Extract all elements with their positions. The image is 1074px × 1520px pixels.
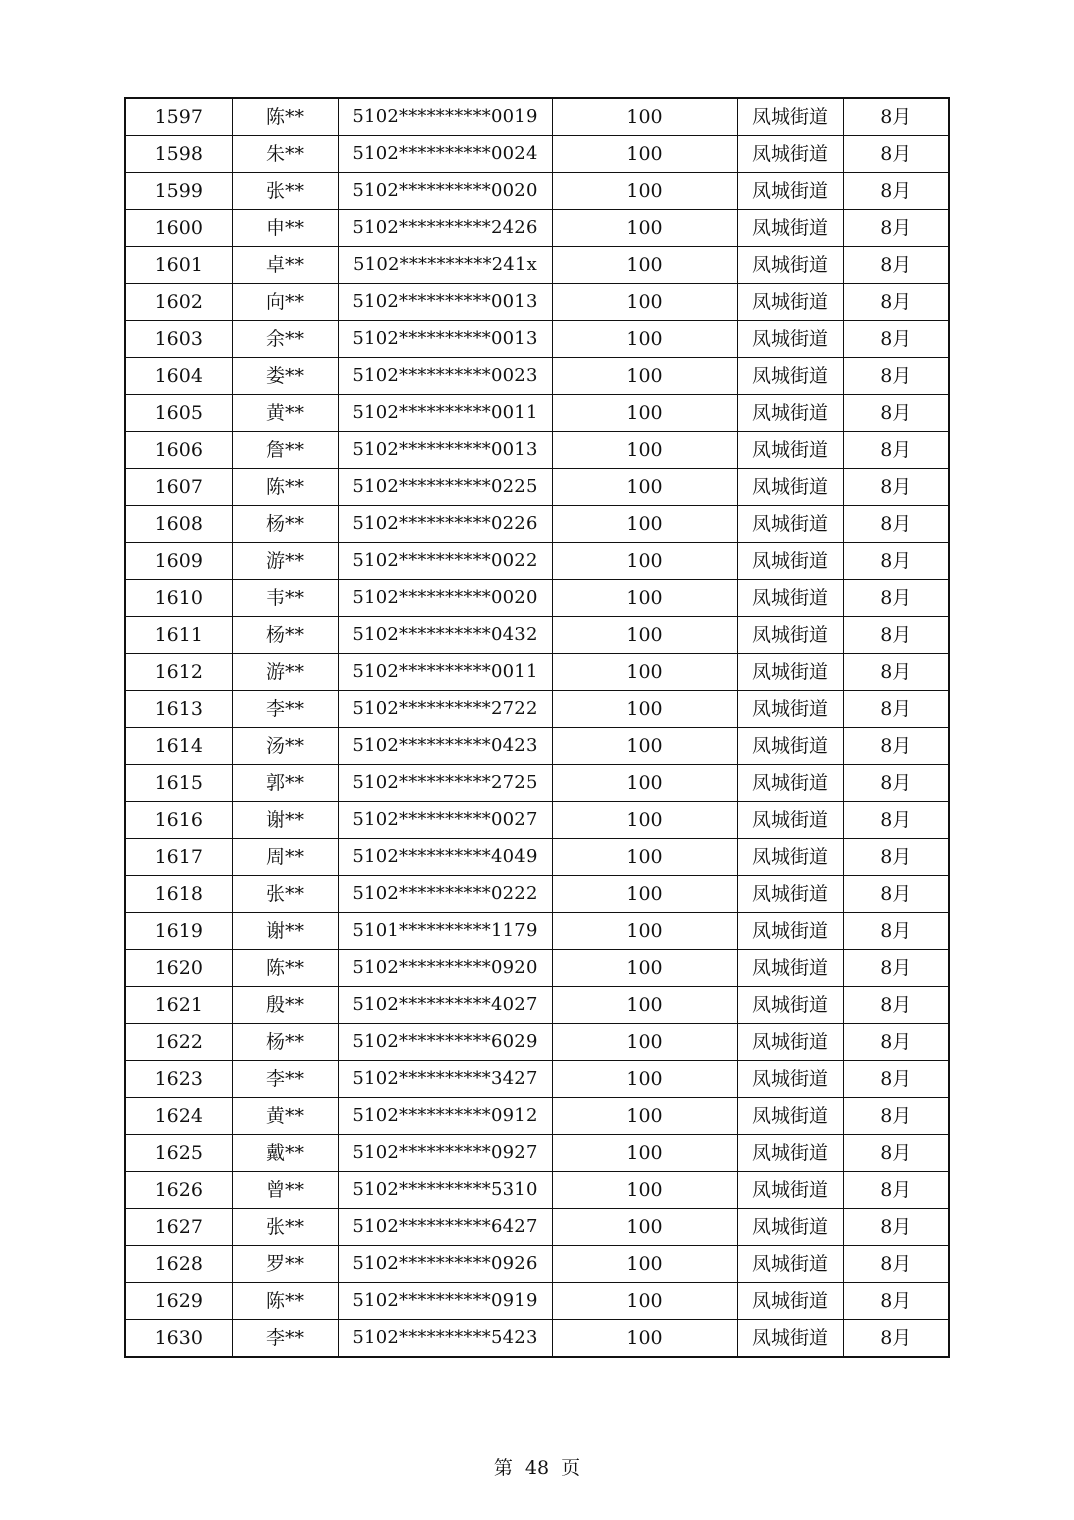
cell-name: 杨** [232,617,338,654]
cell-id-number: 5102**********5310 [338,1172,552,1209]
cell-name: 郭** [232,765,338,802]
cell-street: 凤城街道 [737,802,843,839]
cell-street: 凤城街道 [737,1320,843,1358]
cell-index: 1606 [125,432,232,469]
cell-name: 余** [232,321,338,358]
table-row [125,358,949,395]
table-row [125,173,949,210]
cell-index: 1611 [125,617,232,654]
cell-index: 1617 [125,839,232,876]
cell-street: 凤城街道 [737,284,843,321]
cell-street: 凤城街道 [737,987,843,1024]
footer-page-number: 48 [524,1457,550,1479]
table-row [125,432,949,469]
cell-index: 1614 [125,728,232,765]
table-row [125,765,949,802]
cell-name: 卓** [232,247,338,284]
cell-name: 杨** [232,506,338,543]
cell-name: 陈** [232,98,338,136]
footer-suffix: 页 [561,1457,581,1479]
cell-id-number: 5102**********6427 [338,1209,552,1246]
cell-id-number: 5102**********0020 [338,173,552,210]
cell-amount: 100 [552,1320,737,1358]
cell-street: 凤城街道 [737,691,843,728]
cell-index: 1619 [125,913,232,950]
cell-name: 谢** [232,802,338,839]
cell-name: 曾** [232,1172,338,1209]
cell-month: 8月 [843,950,949,987]
cell-street: 凤城街道 [737,506,843,543]
cell-amount: 100 [552,506,737,543]
cell-street: 凤城街道 [737,432,843,469]
cell-name: 汤** [232,728,338,765]
cell-index: 1628 [125,1246,232,1283]
records-table [124,97,950,1358]
cell-month: 8月 [843,395,949,432]
cell-month: 8月 [843,1024,949,1061]
cell-name: 游** [232,543,338,580]
cell-amount: 100 [552,98,737,136]
cell-index: 1605 [125,395,232,432]
cell-id-number: 5102**********2725 [338,765,552,802]
cell-id-number: 5102**********4049 [338,839,552,876]
cell-street: 凤城街道 [737,1135,843,1172]
cell-street: 凤城街道 [737,913,843,950]
cell-street: 凤城街道 [737,395,843,432]
cell-name: 李** [232,1061,338,1098]
cell-street: 凤城街道 [737,1024,843,1061]
cell-month: 8月 [843,506,949,543]
cell-month: 8月 [843,1320,949,1358]
cell-index: 1603 [125,321,232,358]
cell-id-number: 5102**********0927 [338,1135,552,1172]
cell-street: 凤城街道 [737,580,843,617]
cell-id-number: 5102**********0011 [338,654,552,691]
cell-street: 凤城街道 [737,839,843,876]
cell-name: 罗** [232,1246,338,1283]
table-row [125,1098,949,1135]
cell-month: 8月 [843,136,949,173]
cell-month: 8月 [843,728,949,765]
cell-name: 张** [232,1209,338,1246]
table-row [125,98,949,136]
cell-month: 8月 [843,1098,949,1135]
cell-name: 黄** [232,1098,338,1135]
cell-id-number: 5102**********2722 [338,691,552,728]
cell-month: 8月 [843,839,949,876]
cell-name: 陈** [232,950,338,987]
cell-index: 1601 [125,247,232,284]
cell-amount: 100 [552,321,737,358]
cell-street: 凤城街道 [737,247,843,284]
cell-name: 李** [232,1320,338,1358]
cell-id-number: 5101**********1179 [338,913,552,950]
cell-month: 8月 [843,617,949,654]
table-row [125,543,949,580]
table-row [125,617,949,654]
table-row [125,469,949,506]
cell-amount: 100 [552,358,737,395]
cell-index: 1621 [125,987,232,1024]
cell-index: 1613 [125,691,232,728]
cell-street: 凤城街道 [737,543,843,580]
cell-month: 8月 [843,1246,949,1283]
cell-index: 1627 [125,1209,232,1246]
cell-street: 凤城街道 [737,654,843,691]
cell-month: 8月 [843,98,949,136]
table-row [125,284,949,321]
cell-index: 1609 [125,543,232,580]
cell-amount: 100 [552,1098,737,1135]
cell-month: 8月 [843,1209,949,1246]
cell-amount: 100 [552,839,737,876]
cell-amount: 100 [552,173,737,210]
cell-id-number: 5102**********0919 [338,1283,552,1320]
cell-index: 1608 [125,506,232,543]
cell-month: 8月 [843,802,949,839]
cell-index: 1622 [125,1024,232,1061]
cell-street: 凤城街道 [737,173,843,210]
cell-name: 詹** [232,432,338,469]
cell-id-number: 5102**********0027 [338,802,552,839]
cell-amount: 100 [552,247,737,284]
cell-id-number: 5102**********0222 [338,876,552,913]
cell-street: 凤城街道 [737,765,843,802]
cell-index: 1629 [125,1283,232,1320]
cell-street: 凤城街道 [737,1098,843,1135]
cell-amount: 100 [552,654,737,691]
cell-street: 凤城街道 [737,876,843,913]
table-row [125,691,949,728]
cell-index: 1612 [125,654,232,691]
cell-month: 8月 [843,1172,949,1209]
cell-amount: 100 [552,136,737,173]
cell-name: 周** [232,839,338,876]
table-row [125,1135,949,1172]
cell-index: 1618 [125,876,232,913]
cell-name: 陈** [232,1283,338,1320]
cell-name: 申** [232,210,338,247]
table-row [125,1172,949,1209]
cell-id-number: 5102**********0912 [338,1098,552,1135]
table-row [125,1283,949,1320]
table-row [125,987,949,1024]
cell-street: 凤城街道 [737,1172,843,1209]
cell-amount: 100 [552,432,737,469]
cell-month: 8月 [843,543,949,580]
cell-month: 8月 [843,876,949,913]
cell-month: 8月 [843,987,949,1024]
cell-street: 凤城街道 [737,728,843,765]
cell-street: 凤城街道 [737,136,843,173]
cell-month: 8月 [843,765,949,802]
cell-index: 1624 [125,1098,232,1135]
cell-id-number: 5102**********4027 [338,987,552,1024]
cell-index: 1616 [125,802,232,839]
cell-name: 向** [232,284,338,321]
cell-month: 8月 [843,210,949,247]
cell-amount: 100 [552,1283,737,1320]
cell-index: 1607 [125,469,232,506]
cell-index: 1625 [125,1135,232,1172]
cell-index: 1630 [125,1320,232,1358]
cell-id-number: 5102**********0022 [338,543,552,580]
cell-month: 8月 [843,691,949,728]
cell-amount: 100 [552,950,737,987]
cell-month: 8月 [843,247,949,284]
cell-name: 李** [232,691,338,728]
cell-id-number: 5102**********0013 [338,432,552,469]
cell-name: 黄** [232,395,338,432]
cell-id-number: 5102**********241x [338,247,552,284]
table-row [125,728,949,765]
cell-index: 1602 [125,284,232,321]
cell-name: 杨** [232,1024,338,1061]
cell-name: 张** [232,876,338,913]
table-row [125,136,949,173]
cell-id-number: 5102**********0432 [338,617,552,654]
cell-name: 戴** [232,1135,338,1172]
cell-month: 8月 [843,1061,949,1098]
cell-index: 1623 [125,1061,232,1098]
cell-month: 8月 [843,1283,949,1320]
cell-index: 1610 [125,580,232,617]
cell-name: 殷** [232,987,338,1024]
table-row [125,1061,949,1098]
cell-id-number: 5102**********0013 [338,321,552,358]
cell-id-number: 5102**********0926 [338,1246,552,1283]
cell-name: 韦** [232,580,338,617]
table-row [125,654,949,691]
cell-street: 凤城街道 [737,1209,843,1246]
cell-amount: 100 [552,1246,737,1283]
cell-month: 8月 [843,913,949,950]
cell-amount: 100 [552,617,737,654]
cell-street: 凤城街道 [737,210,843,247]
cell-id-number: 5102**********0013 [338,284,552,321]
cell-amount: 100 [552,765,737,802]
cell-id-number: 5102**********0225 [338,469,552,506]
cell-street: 凤城街道 [737,98,843,136]
cell-index: 1599 [125,173,232,210]
cell-id-number: 5102**********0920 [338,950,552,987]
cell-index: 1597 [125,98,232,136]
cell-amount: 100 [552,1061,737,1098]
cell-month: 8月 [843,654,949,691]
cell-id-number: 5102**********0226 [338,506,552,543]
cell-index: 1626 [125,1172,232,1209]
table-row [125,802,949,839]
table-row [125,1209,949,1246]
cell-id-number: 5102**********0023 [338,358,552,395]
table-row [125,1024,949,1061]
cell-index: 1604 [125,358,232,395]
cell-amount: 100 [552,728,737,765]
cell-amount: 100 [552,580,737,617]
cell-month: 8月 [843,432,949,469]
cell-street: 凤城街道 [737,1246,843,1283]
cell-name: 游** [232,654,338,691]
records-table-body [125,98,949,1357]
cell-amount: 100 [552,210,737,247]
table-row [125,247,949,284]
cell-id-number: 5102**********6029 [338,1024,552,1061]
cell-id-number: 5102**********0011 [338,395,552,432]
table-row [125,839,949,876]
page-footer [0,1456,1074,1480]
table-row [125,950,949,987]
cell-name: 张** [232,173,338,210]
cell-amount: 100 [552,469,737,506]
cell-index: 1615 [125,765,232,802]
cell-amount: 100 [552,876,737,913]
table-row [125,580,949,617]
cell-amount: 100 [552,1135,737,1172]
cell-street: 凤城街道 [737,358,843,395]
table-row [125,913,949,950]
cell-amount: 100 [552,1209,737,1246]
table-row [125,321,949,358]
cell-street: 凤城街道 [737,469,843,506]
cell-name: 谢** [232,913,338,950]
cell-street: 凤城街道 [737,617,843,654]
cell-id-number: 5102**********0024 [338,136,552,173]
cell-amount: 100 [552,1024,737,1061]
cell-street: 凤城街道 [737,950,843,987]
cell-street: 凤城街道 [737,1283,843,1320]
cell-month: 8月 [843,1135,949,1172]
table-row [125,506,949,543]
cell-name: 陈** [232,469,338,506]
table-row [125,1246,949,1283]
cell-index: 1620 [125,950,232,987]
cell-id-number: 5102**********0020 [338,580,552,617]
cell-index: 1598 [125,136,232,173]
table-row [125,395,949,432]
cell-index: 1600 [125,210,232,247]
cell-id-number: 5102**********2426 [338,210,552,247]
cell-month: 8月 [843,358,949,395]
cell-month: 8月 [843,173,949,210]
cell-id-number: 5102**********5423 [338,1320,552,1358]
cell-amount: 100 [552,543,737,580]
cell-amount: 100 [552,987,737,1024]
cell-amount: 100 [552,1172,737,1209]
cell-month: 8月 [843,321,949,358]
cell-id-number: 5102**********3427 [338,1061,552,1098]
cell-name: 朱** [232,136,338,173]
footer-prefix: 第 [493,1457,513,1479]
cell-amount: 100 [552,284,737,321]
table-row [125,876,949,913]
cell-amount: 100 [552,802,737,839]
table-row [125,1320,949,1358]
cell-street: 凤城街道 [737,321,843,358]
cell-id-number: 5102**********0423 [338,728,552,765]
cell-amount: 100 [552,691,737,728]
cell-name: 娄** [232,358,338,395]
cell-month: 8月 [843,580,949,617]
cell-id-number: 5102**********0019 [338,98,552,136]
cell-amount: 100 [552,913,737,950]
cell-month: 8月 [843,469,949,506]
cell-amount: 100 [552,395,737,432]
table-row [125,210,949,247]
cell-month: 8月 [843,284,949,321]
cell-street: 凤城街道 [737,1061,843,1098]
